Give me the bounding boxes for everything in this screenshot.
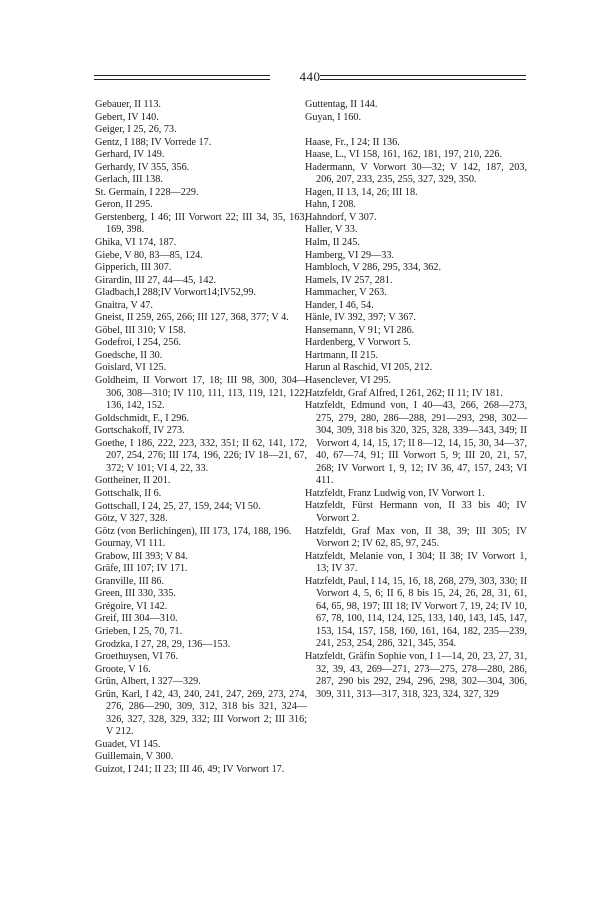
index-entry: Hamels, IV 257, 281. (305, 274, 393, 286)
index-entry: Hatzfeldt, Melanie von, I 304; II 38; IV Vorwort 1, 13; IV 37. (305, 550, 527, 575)
index-entry: Hatzfeldt, Graf Max von, II 38, 39; III 305; IV Vorwort 2; IV 62, 85, 97, 245. (305, 525, 527, 550)
index-entry: Grün, Karl, I 42, 43, 240, 241, 247, 269, 273, 274, 276, 286—290, 309, 312, 318 bis 321, 324—326, 327, 328, 329, 332; III Vorwort 2; III 316; V 212. (95, 688, 307, 738)
index-entry: Hahndorf, V 307. (305, 211, 377, 223)
index-entry: Haase, Fr., I 24; II 136. (305, 136, 400, 148)
index-entry: Gerhard, IV 149. (95, 149, 165, 161)
index-entry: Gerhardy, IV 355, 356. (95, 161, 190, 173)
index-entry: Götz, V 327, 328. (95, 513, 168, 525)
index-entry: Grieben, I 25, 70, 71. (95, 625, 183, 637)
index-entry: Hardenberg, V Vorwort 5. (305, 337, 411, 349)
index-entry: Hammacher, V 263. (305, 287, 387, 299)
index-entry: Grodzka, I 27, 28, 29, 136—153. (95, 638, 231, 650)
index-entry: Gräfe, III 107; IV 171. (95, 563, 188, 575)
index-entry: Gerstenberg, I 46; III Vorwort 22; III 34, 35, 163, 169, 398. (95, 211, 307, 236)
index-entry: Grabow, III 393; V 84. (95, 550, 188, 562)
index-entry: Grün, Albert, I 327—329. (95, 676, 201, 688)
index-entry: Groote, V 16. (95, 663, 151, 675)
index-entry: Hatzfeldt, Edmund von, I 40—43, 266, 268—273, 275, 279, 280, 286—288, 291—293, 298, 302—304, 309, 318 bis 320, 325, 328, 339—343, 349; II Vorwort 4, 14, 15, 17; II 8—12, 14, 15, 30, 34—37, 40, 67—74, 91; III Vorwort 5, 9; III 20, 21, 57, 268; IV Vorwort 1, 9, 12; IV 36, 47, 157, 243; VI 411. (305, 400, 527, 487)
index-entry: Hambloch, V 286, 295, 334, 362. (305, 262, 442, 274)
index-entry: Halm, II 245. (305, 236, 360, 248)
index-entry: Hänle, IV 392, 397; V 367. (305, 312, 416, 324)
index-entry: Guyan, I 160. (305, 111, 362, 123)
index-entry: Grégoire, VI 142. (95, 600, 168, 612)
index-entry: Godefroi, I 254, 256. (95, 337, 182, 349)
index-column-left (95, 99, 307, 777)
index-entry: Haller, V 33. (305, 224, 358, 236)
index-entry: Geiger, I 25, 26, 73. (95, 124, 177, 136)
index-entry: Gneist, II 259, 265, 266; III 127, 368, 377; V 4. (95, 312, 289, 324)
index-entry: Guadet, VI 145. (95, 738, 161, 750)
index-entry: Hander, I 46, 54. (305, 299, 374, 311)
page-header (94, 69, 526, 87)
index-entry: Goldheim, II Vorwort 17, 18; III 98, 300, 304—306, 308—310; IV 110, 111, 113, 119, 121, 122, 136, 142, 152. (95, 375, 307, 412)
index-entry: Hartmann, II 215. (305, 349, 378, 361)
index-entry: Harun al Raschid, VI 205, 212. (305, 362, 433, 374)
index-entry: Granville, III 86. (95, 575, 165, 587)
index-column-right (305, 99, 527, 701)
index-entry: Guttentag, II 144. (305, 99, 378, 110)
index-entry: Haase, L., VI 158, 161, 162, 181, 197, 210, 226. (305, 149, 503, 161)
index-entry: Hatzfeldt, Paul, I 14, 15, 16, 18, 268, 279, 303, 330; II Vorwort 4, 5, 6; II 6, 8 bis 15, 24, 26, 28, 31, 61, 64, 65, 98, 197; III 18; IV Vorwort 7, 19, 24; IV 10, 67, 78, 100, 114, 124, 125, 133, 140, 143, 145, 147, 153, 154, 157, 158, 160, 161, 164, 182, 235—239, 241, 253, 254, 286, 321, 345, 354. (305, 575, 528, 650)
index-entry: Gortschakoff, IV 273. (95, 425, 185, 437)
index-entry: Ghika, VI 174, 187. (95, 237, 177, 249)
index-entry: Gournay, VI 111. (95, 538, 166, 550)
index-entry: Hatzfeldt, Graf Alfred, I 261, 262; II 11; IV 181. (305, 387, 503, 399)
index-entry: Hamberg, VI 29—33. (305, 249, 395, 261)
index-entry: Goislard, VI 125. (95, 362, 167, 374)
index-entry: Guillemain, V 300. (95, 751, 174, 763)
page-number: 440 (299, 69, 321, 84)
index-entry: Gentz, I 188; IV Vorrede 17. (95, 136, 212, 148)
index-entry: Hadermann, V Vorwort 30—32; V 142, 187, 203, 206, 207, 233, 235, 255, 327, 329, 350. (305, 161, 527, 186)
index-entry: Green, III 330, 335. (95, 588, 176, 600)
index-entry: Gladbach,I 288;IV Vorwort14;IV52,99. (95, 287, 256, 299)
index-entry: Gebert, IV 140. (95, 111, 159, 123)
index-entry: Giebe, V 80, 83—85, 124. (95, 249, 203, 261)
index-entry: Goethe, I 186, 222, 223, 332, 351; II 62, 141, 172, 207, 254, 276; III 174, 196, 226; IV 18—21, 67, 372; V 101; VI 4, 22, 33. (95, 437, 307, 474)
index-entry: Gottschall, I 24, 25, 27, 159, 244; VI 50. (95, 500, 261, 512)
index-entry: Groethuysen, VI 76. (95, 651, 178, 663)
index-entry: Girardin, III 27, 44—45, 142. (95, 274, 217, 286)
index-entry: Hatzfeldt, Gräfin Sophie von, I 1—14, 20, 23, 27, 31, 32, 39, 43, 269—271, 273—275, 278—280, 286, 287, 290 bis 292, 294, 296, 298, 302—304, 306, 309, 311, 313—317, 318, 323, 324, 327, 329 (305, 651, 527, 700)
index-entry: Göbel, III 310; V 158. (95, 324, 186, 336)
index-entry: Geron, II 295. (95, 199, 153, 211)
index-entry: Hansemann, V 91; VI 286. (305, 324, 415, 336)
index-entry: Greif, III 304—310. (95, 613, 178, 625)
index-entry: Goldschmidt, F., I 296. (95, 412, 189, 424)
index-entry: Gottschalk, II 6. (95, 487, 162, 499)
index-entry: Gebauer, II 113. (95, 99, 161, 110)
index-entry: Götz (von Berlichingen), III 173, 174, 188, 196. (95, 525, 292, 537)
index-entry: Hatzfeldt, Franz Ludwig von, IV Vorwort 1. (305, 487, 485, 499)
index-entry: Guizot, I 241; II 23; III 46, 49; IV Vorwort 17. (95, 763, 285, 775)
index-entry: Hahn, I 208. (305, 199, 356, 211)
index-entry: Gipperich, III 307. (95, 262, 172, 274)
index-entry: Hasenclever, VI 295. (305, 374, 391, 386)
index-entry: Gnaitra, V 47. (95, 299, 153, 311)
index-entry: Gottheiner, II 201. (95, 475, 171, 487)
index-entry: St. Germain, I 228—229. (95, 186, 199, 198)
index-entry: Gerlach, III 138. (95, 174, 163, 186)
index-entry: Hatzfeldt, Fürst Hermann von, II 33 bis 40; IV Vorwort 2. (305, 500, 527, 524)
index-entry: Goedsche, II 30. (95, 349, 163, 361)
index-entry: Hagen, II 13, 14, 26; III 18. (305, 186, 418, 198)
